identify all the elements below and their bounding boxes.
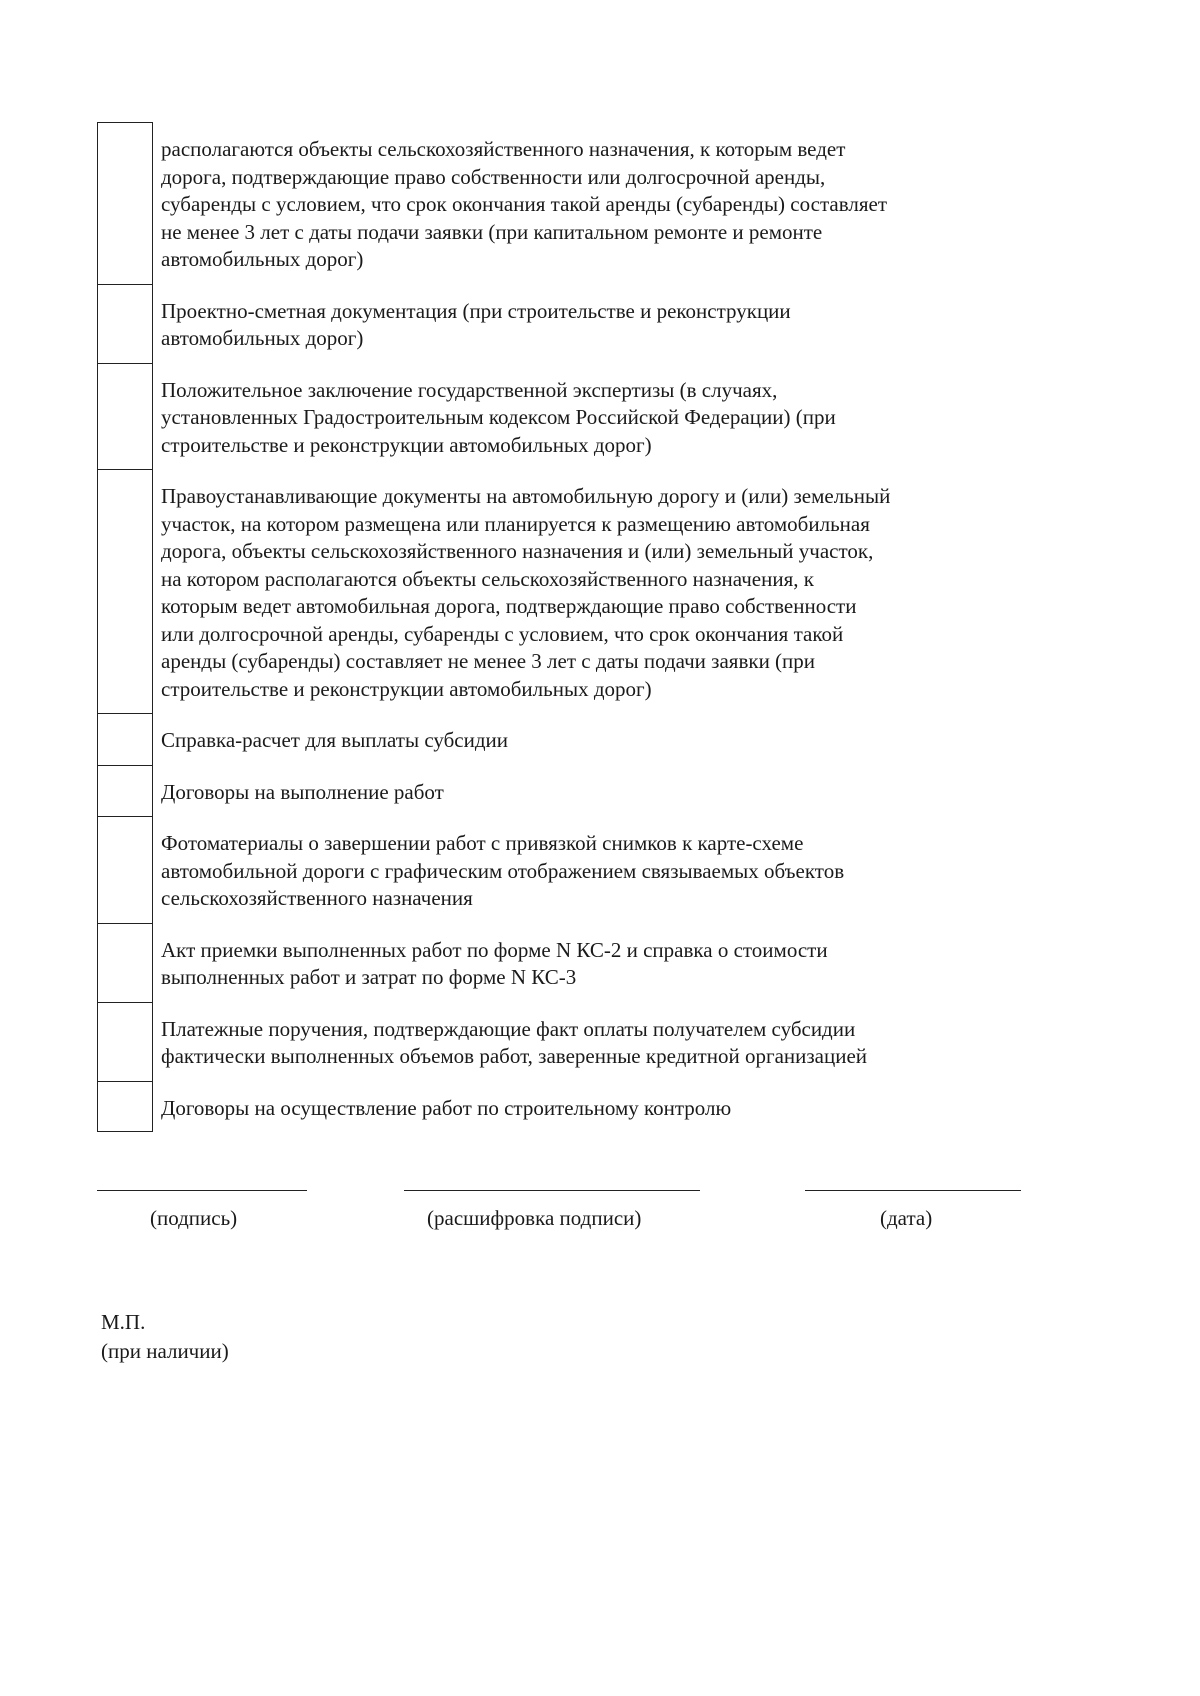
checklist-item-text: Правоустанавливающие документы на автомобильную дорогу и (или) земельный участок, на котором размещена или планируется к размещению автомобильная дорога, объекты сельскохозяйственного назначения и (или) земельный участок, на котором располагаются объекты сельскохозяйственного назначения, к которым ведет автомобильная дорога, подтверждающие право собственности или долгосрочной аренды, субаренды с условием, что срок окончания такой аренды (субаренды) составляет не менее 3 лет с даты подачи заявки (при строительстве и реконструкции автомобильных дорог) [161,484,891,701]
checkbox[interactable] [97,363,153,470]
checkbox[interactable] [97,1081,153,1133]
checklist-row [97,1081,1027,1133]
date-caption: (дата) [880,1206,933,1230]
stamp-note: (при наличии) [101,1339,229,1363]
document-checklist [97,122,1027,1132]
checklist-row [97,816,1027,923]
checklist-item-text: Положительное заключение государственной экспертизы (в случаях, установленных Градостроительным кодексом Российской Федерации) (при строительстве и реконструкции автомобильных дорог) [161,377,836,457]
checkbox[interactable] [97,284,153,363]
checklist-item-text: Платежные поручения, подтверждающие факт оплаты получателем субсидии фактически выполненных объемов работ, заверенные кредитной организацией [161,1016,868,1068]
signature-line[interactable] [97,1190,307,1191]
checklist-row [97,713,1027,765]
date-line[interactable] [805,1190,1021,1191]
checklist-row [97,363,1027,470]
checkbox[interactable] [97,713,153,765]
checklist-row [97,765,1027,817]
checklist-row [97,469,1027,713]
stamp-label: М.П. [101,1310,146,1334]
name-line[interactable] [404,1190,700,1191]
checkbox[interactable] [97,765,153,817]
checklist-row [97,284,1027,363]
checklist-item-text: Справка-расчет для выплаты субсидии [161,728,509,752]
checkbox[interactable] [97,1002,153,1081]
checklist-row [97,1002,1027,1081]
stamp-area [101,1308,229,1366]
checklist-row [97,122,1027,284]
signature-caption: (подпись) [150,1206,238,1230]
checklist-item-text: Договоры на осуществление работ по строительному контролю [161,1095,732,1120]
checkbox[interactable] [97,469,153,713]
checkbox[interactable] [97,122,153,284]
checklist-item-text: Договоры на выполнение работ [161,779,444,804]
checkbox[interactable] [97,923,153,1002]
checklist-item-text: Проектно-сметная документация (при строительстве и реконструкции автомобильных дорог) [161,298,791,350]
name-caption: (расшифровка подписи) [427,1206,642,1230]
signature-block [0,1190,1200,1270]
checklist-item-text: располагаются объекты сельскохозяйственного назначения, к которым ведет дорога, подтверждающие право собственности или долгосрочной аренды, субаренды с условием, что срок окончания такой аренды (субаренды) составляет не менее 3 лет с даты подачи заявки (при капитальном ремонте и ремонте автомобильных дорог) [161,137,887,271]
checkbox[interactable] [97,816,153,923]
checklist-row [97,923,1027,1002]
checklist-item-text: Акт приемки выполненных работ по форме N КС-2 и справка о стоимости выполненных работ и затрат по форме N КС-3 [161,937,828,989]
checklist-item-text: Фотоматериалы о завершении работ с привязкой снимков к карте-схеме автомобильной дороги с графическим отображением связываемых объектов сельскохозяйственного назначения [161,831,845,910]
